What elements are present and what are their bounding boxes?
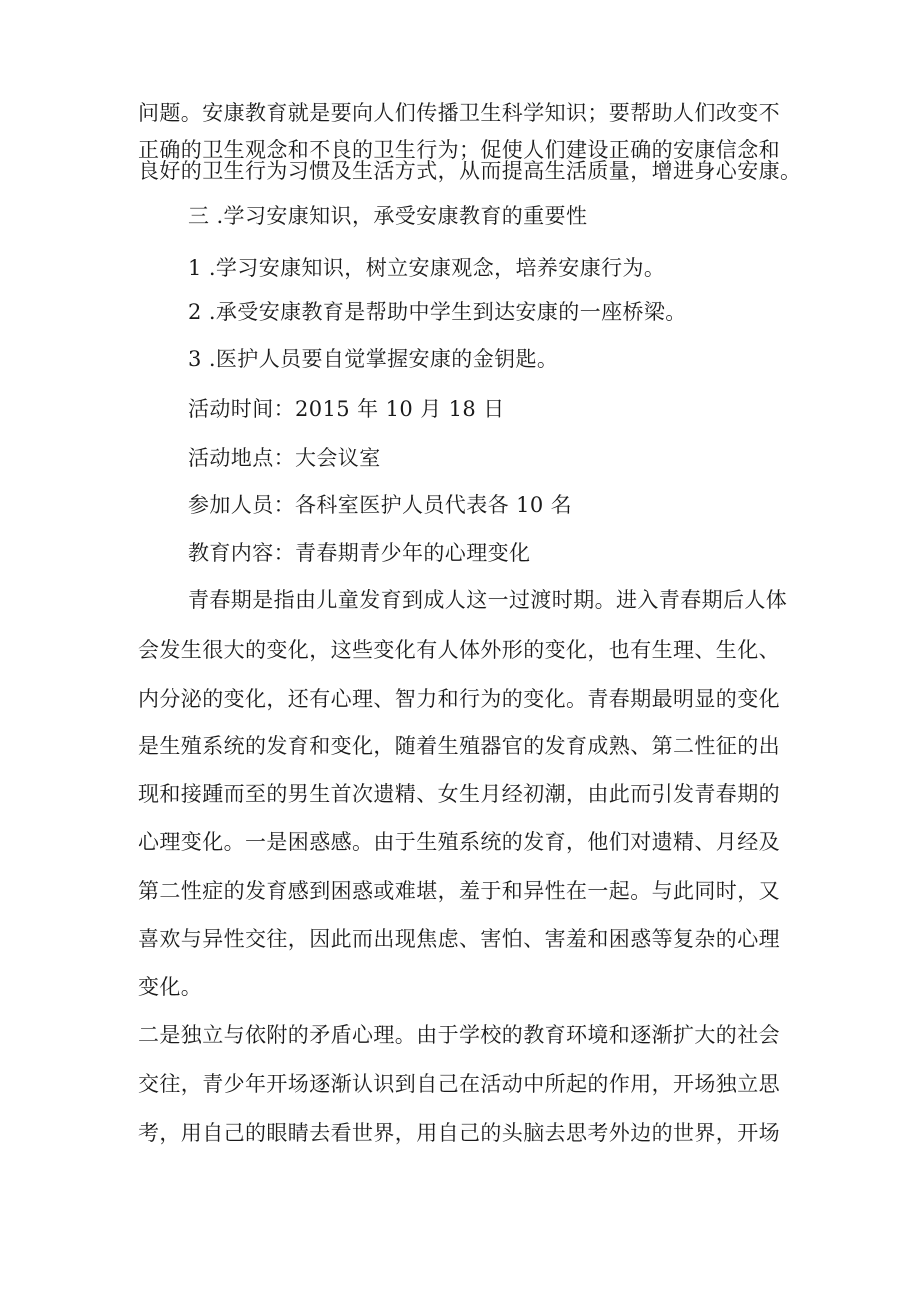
paragraph1-line-6: 心理变化。一是困惑感。由于生殖系统的发育，他们对遗精、月经及 bbox=[138, 830, 780, 854]
paragraph1-line-1: 青春期是指由儿童发育到成人这一过渡时期。进入青春期后人体 bbox=[188, 588, 788, 612]
intro-line-3: 良好的卫生行为习惯及生活方式，从而提高生活质量，增进身心安康。 bbox=[138, 159, 802, 183]
activity-content: 教育内容：青春期青少年的心理变化 bbox=[188, 541, 531, 565]
paragraph2-line-1: 二是独立与依附的矛盾心理。由于学校的教育环境和逐渐扩大的社会 bbox=[138, 1023, 780, 1047]
paragraph1-line-4: 是生殖系统的发育和变化，随着生殖器官的发育成熟、第二性征的出 bbox=[138, 734, 780, 758]
point-3: 3 .医护人员要自觉掌握安康的金钥匙。 bbox=[188, 347, 559, 371]
intro-line-1: 问题。安康教育就是要向人们传播卫生科学知识；要帮助人们改变不 bbox=[138, 101, 780, 125]
paragraph2-line-3: 考，用自己的眼睛去看世界，用自己的头脑去思考外边的世界，开场 bbox=[138, 1121, 780, 1145]
paragraph1-line-8: 喜欢与异性交往，因此而出现焦虑、害怕、害羞和困惑等复杂的心理 bbox=[138, 927, 780, 951]
section-heading: 三 .学习安康知识，承受安康教育的重要性 bbox=[188, 204, 588, 228]
paragraph2-line-2: 交往，青少年开场逐渐认识到自己在活动中所起的作用，开场独立思 bbox=[138, 1072, 780, 1096]
paragraph1-line-3: 内分泌的变化，还有心理、智力和行为的变化。青春期最明显的变化 bbox=[138, 687, 780, 711]
activity-place: 活动地点：大会议室 bbox=[188, 446, 381, 470]
activity-time: 活动时间：2015 年 10 月 18 日 bbox=[188, 397, 505, 421]
paragraph1-line-7: 第二性症的发育感到困惑或难堪，羞于和异性在一起。与此同时，又 bbox=[138, 879, 780, 903]
paragraph1-line-9: 变化。 bbox=[138, 975, 203, 999]
intro-line-2: 正确的卫生观念和不良的卫生行为；促使人们建设正确的安康信念和 bbox=[138, 138, 780, 162]
paragraph1-line-5: 现和接踵而至的男生首次遗精、女生月经初潮，由此而引发青春期的 bbox=[138, 782, 780, 806]
point-1: 1 .学习安康知识，树立安康观念，培养安康行为。 bbox=[188, 256, 666, 280]
point-2: 2 .承受安康教育是帮助中学生到达安康的一座桥梁。 bbox=[188, 300, 687, 324]
paragraph1-line-2: 会发生很大的变化，这些变化有人体外形的变化，也有生理、生化、 bbox=[138, 638, 780, 662]
activity-participants: 参加人员：各科室医护人员代表各 10 名 bbox=[188, 493, 573, 517]
